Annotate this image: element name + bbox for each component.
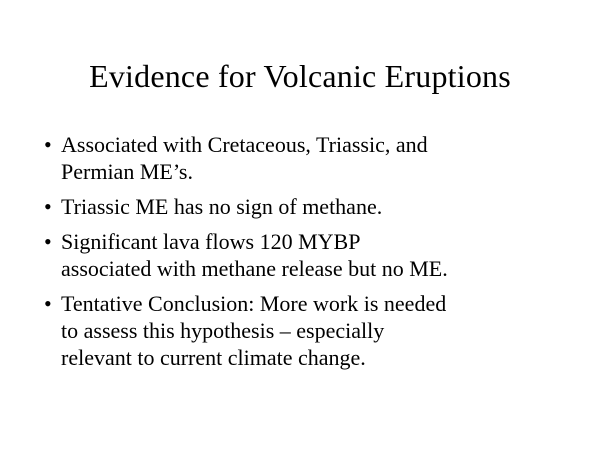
bullet-icon: • — [44, 194, 52, 219]
bullet-text: Associated with Cretaceous, Triassic, and Permian ME’s. — [61, 132, 428, 184]
slide-title: Evidence for Volcanic Eruptions — [89, 58, 511, 94]
bullet-item — [44, 228, 576, 282]
bullet-icon: • — [44, 132, 52, 157]
bullet-item — [44, 193, 576, 220]
bullet-item — [44, 290, 576, 371]
bullet-text: Tentative Conclusion: More work is needed to assess this hypothesis – especially relevant to current climate change. — [61, 291, 447, 370]
bullet-text: Triassic ME has no sign of methane. — [61, 194, 383, 219]
bullet-icon: • — [44, 229, 52, 254]
bullet-list — [44, 131, 576, 379]
bullet-icon: • — [44, 291, 52, 316]
bullet-text: Significant lava flows 120 MYBP associated with methane release but no ME. — [61, 229, 448, 281]
bullet-item — [44, 131, 576, 185]
